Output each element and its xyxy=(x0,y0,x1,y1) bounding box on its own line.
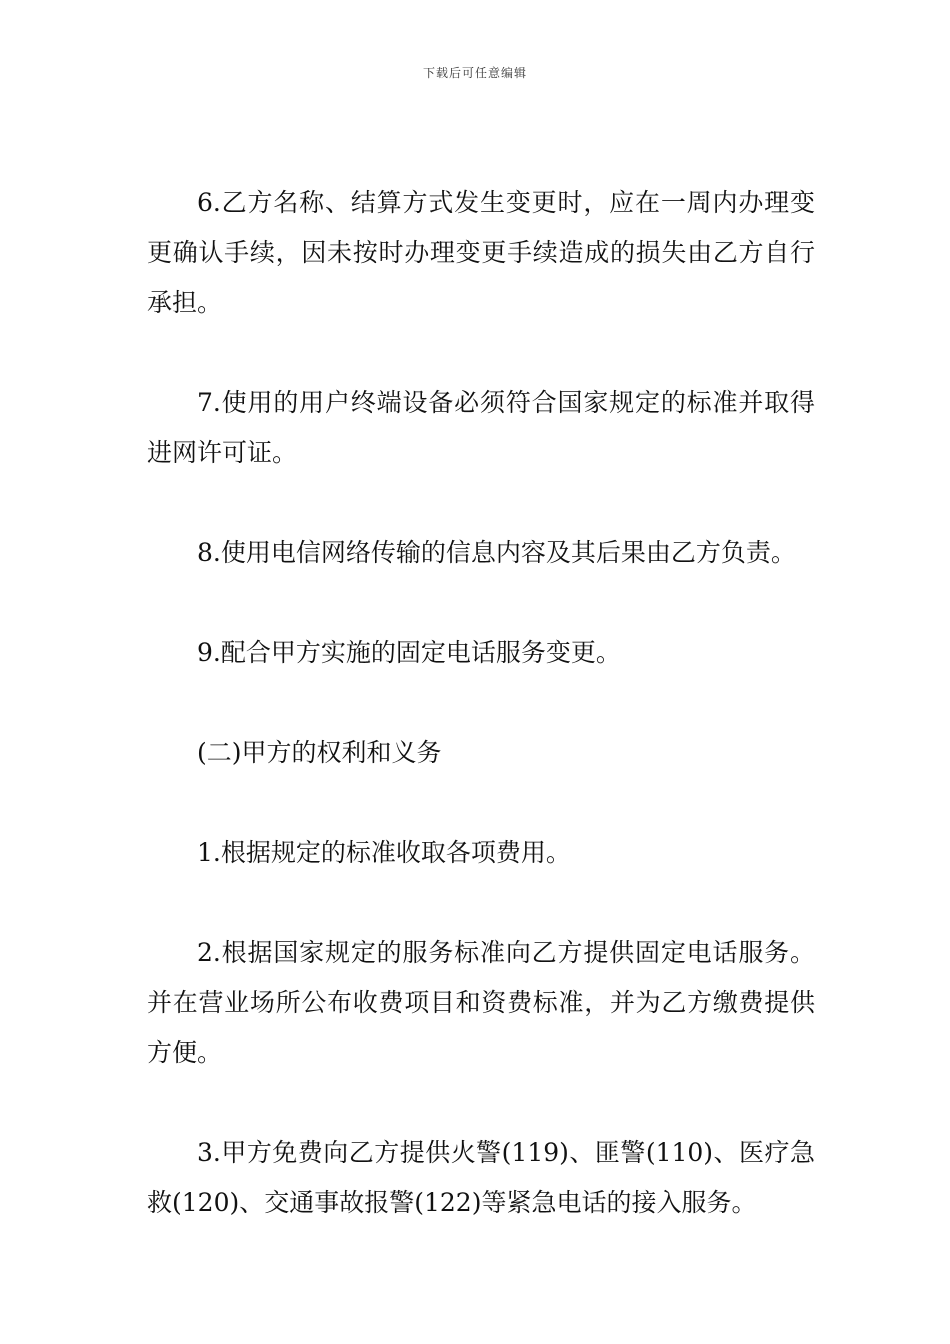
clause-7-paragraph: 7.使用的用户终端设备必须符合国家规定的标准并取得进网许可证。 xyxy=(147,388,815,467)
party-a-clause-2-paragraph: 2.根据国家规定的服务标准向乙方提供固定电话服务。并在营业场所公布收费项目和资费标准，并为乙方缴费提供方便。 xyxy=(147,938,815,1067)
section-heading: (二)甲方的权利和义务 xyxy=(197,738,442,767)
clause-6-paragraph: 6.乙方名称、结算方式发生变更时，应在一周内办理变更确认手续，因未按时办理变更手续造成的损失由乙方自行承担。 xyxy=(147,188,815,317)
party-a-clause-3-paragraph: 3.甲方免费向乙方提供火警(119)、匪警(110)、医疗急救(120)、交通事故报警(122)等紧急电话的接入服务。 xyxy=(147,1138,815,1217)
page-header: 下载后可任意编辑 xyxy=(422,66,527,80)
clause-8-paragraph: 8.使用电信网络传输的信息内容及其后果由乙方负责。 xyxy=(197,538,796,567)
party-a-clause-1-paragraph: 1.根据规定的标准收取各项费用。 xyxy=(197,838,571,867)
clause-9-paragraph: 9.配合甲方实施的固定电话服务变更。 xyxy=(197,638,621,667)
document-body xyxy=(147,178,815,1278)
